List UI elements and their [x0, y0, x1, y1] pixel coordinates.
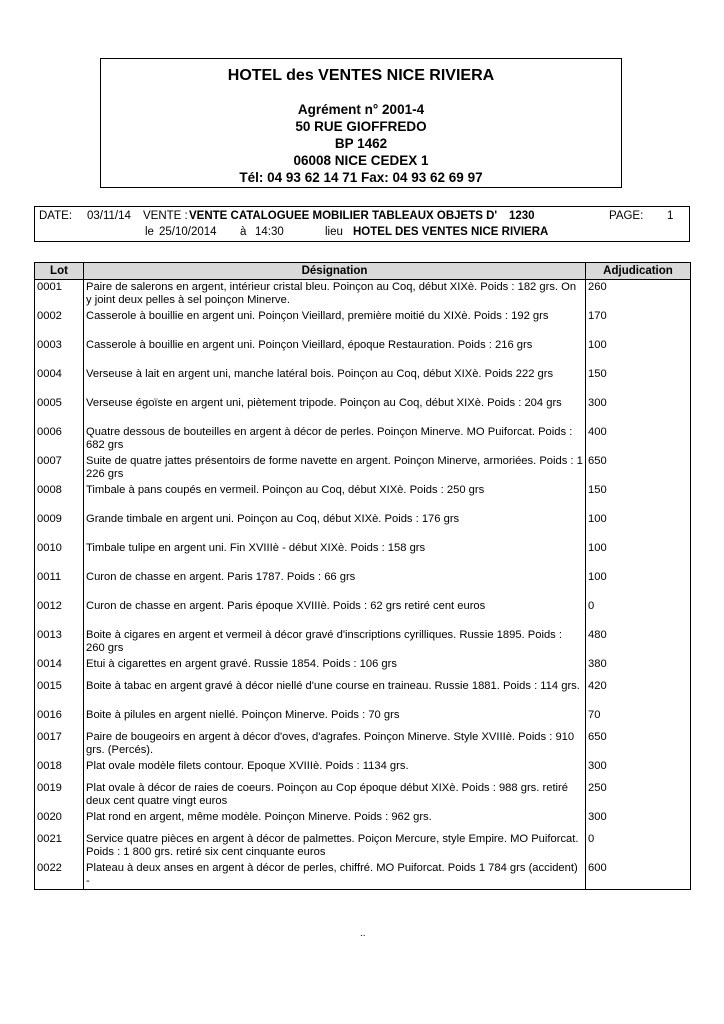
lot-adjudication-cell: 300: [586, 396, 691, 425]
lot-designation-cell: Paire de bougeoirs en argent à décor d'oves, d'agrafes. Poinçon Minerve. Style XVIIIè. Poids : 910 grs. (Percés).: [84, 730, 586, 759]
lot-lot-cell: 0016: [35, 708, 84, 730]
lots-header-row: [35, 263, 691, 280]
lot-lot-cell: 0020: [35, 810, 84, 832]
lot-lot-cell: 0011: [35, 570, 84, 599]
lot-lot-cell: 0006: [35, 425, 84, 454]
lot-adjudication-cell: 300: [586, 759, 691, 781]
lot-row: [35, 832, 691, 861]
lot-adjudication-cell: 480: [586, 628, 691, 657]
lot-designation-cell: Quatre dessous de bouteilles en argent à décor de perles. Poinçon Minerve. MO Puiforcat. Poids : 682 grs: [84, 425, 586, 454]
lot-designation-cell: Plat ovale à décor de raies de coeurs. Poinçon au Cop époque début XIXè. Poids : 988 grs. retiré deux cent quatre vingt euros: [84, 781, 586, 810]
po-box-line: BP 1462: [334, 136, 388, 151]
vente-title: VENTE CATALOGUEE MOBILIER TABLEAUX OBJETS D': [189, 210, 498, 222]
lot-adjudication-cell: 260: [586, 280, 691, 309]
lot-lot-cell: 0010: [35, 541, 84, 570]
sale-info: [34, 206, 690, 242]
lot-lot-cell: 0005: [35, 396, 84, 425]
lot-column-header: Lot: [35, 263, 84, 280]
lot-row: [35, 280, 691, 309]
lot-lot-cell: 0019: [35, 781, 84, 810]
lot-lot-cell: 0001: [35, 280, 84, 309]
lot-adjudication-cell: 100: [586, 338, 691, 367]
lot-row: [35, 309, 691, 338]
lot-lot-cell: 0012: [35, 599, 84, 628]
lot-row: [35, 810, 691, 832]
lot-row: [35, 512, 691, 541]
page-label: PAGE:: [609, 210, 644, 222]
lot-adjudication-cell: 100: [586, 512, 691, 541]
auction-house-name: HOTEL des VENTES NICE RIVIERA: [227, 67, 495, 84]
lot-adjudication-cell: 150: [586, 483, 691, 512]
lot-row: [35, 730, 691, 759]
lot-adjudication-cell: 420: [586, 679, 691, 708]
adjudication-column-header: Adjudication: [586, 263, 691, 280]
page-footer-mark: ..: [360, 928, 366, 939]
lot-designation-cell: Verseuse à lait en argent uni, manche latéral bois. Poinçon au Coq, début XIXè. Poids 222 grs: [84, 367, 586, 396]
lot-adjudication-cell: 600: [586, 861, 691, 890]
lot-designation-cell: Curon de chasse en argent. Paris époque XVIIIè. Poids : 62 grs retiré cent euros: [84, 599, 586, 628]
lot-lot-cell: 0004: [35, 367, 84, 396]
lots-table: [34, 262, 691, 890]
sale-code: 1230: [509, 210, 535, 222]
lot-lot-cell: 0009: [35, 512, 84, 541]
lot-designation-cell: Suite de quatre jattes présentoirs de forme navette en argent. Poinçon Minerve, armoriées. Poids : 1 226 grs: [84, 454, 586, 483]
lot-row: [35, 657, 691, 679]
lot-row: [35, 367, 691, 396]
lot-row: [35, 483, 691, 512]
lot-designation-cell: Boite à tabac en argent gravé à décor niellé d'une course en traineau. Russie 1881. Poids : 114 grs.: [84, 679, 586, 708]
sale-date: 25/10/2014: [159, 226, 217, 238]
sale-time: 14:30: [255, 226, 284, 238]
lot-designation-cell: Verseuse égoïste en argent uni, piètement tripode. Poinçon au Coq, début XIXè. Poids : 204 grs: [84, 396, 586, 425]
lot-designation-cell: Timbale tulipe en argent uni. Fin XVIIIè - début XIXè. Poids : 158 grs: [84, 541, 586, 570]
lot-row: [35, 338, 691, 367]
le-label: le: [145, 226, 154, 238]
auction-house-header: [100, 58, 622, 188]
lieu-value: HOTEL DES VENTES NICE RIVIERA: [353, 226, 549, 238]
lot-adjudication-cell: 400: [586, 425, 691, 454]
lot-lot-cell: 0008: [35, 483, 84, 512]
lot-row: [35, 781, 691, 810]
lot-designation-cell: Curon de chasse en argent. Paris 1787. Poids : 66 grs: [84, 570, 586, 599]
lot-designation-cell: Plat ovale modèle filets contour. Epoque XVIIIè. Poids : 1134 grs.: [84, 759, 586, 781]
lot-row: [35, 759, 691, 781]
contact-line: Tél: 04 93 62 14 71 Fax: 04 93 62 69 97: [239, 170, 483, 185]
lot-adjudication-cell: 70: [586, 708, 691, 730]
lot-adjudication-cell: 100: [586, 541, 691, 570]
lot-lot-cell: 0007: [35, 454, 84, 483]
lot-adjudication-cell: 650: [586, 730, 691, 759]
lot-lot-cell: 0014: [35, 657, 84, 679]
lot-row: [35, 541, 691, 570]
lot-designation-cell: Grande timbale en argent uni. Poinçon au Coq, début XIXè. Poids : 176 grs: [84, 512, 586, 541]
lot-adjudication-cell: 0: [586, 599, 691, 628]
lot-row: [35, 708, 691, 730]
page-number: 1: [667, 210, 674, 222]
lot-row: [35, 861, 691, 890]
lot-lot-cell: 0021: [35, 832, 84, 861]
lot-lot-cell: 0017: [35, 730, 84, 759]
lot-designation-cell: Plateau à deux anses en argent à décor de perles, chiffré. MO Puiforcat. Poids 1 784 grs (accident) -: [84, 861, 586, 890]
lot-row: [35, 396, 691, 425]
date-label: DATE:: [39, 210, 73, 222]
lot-row: [35, 454, 691, 483]
designation-column-header: Désignation: [84, 263, 586, 280]
lot-lot-cell: 0022: [35, 861, 84, 890]
lot-designation-cell: Paire de salerons en argent, intérieur cristal bleu. Poinçon au Coq, début XIXè. Poids : 182 grs. On y joint deux pelles à sel poinçon Minerve.: [84, 280, 586, 309]
lot-adjudication-cell: 170: [586, 309, 691, 338]
lot-lot-cell: 0015: [35, 679, 84, 708]
auction-house-address: [101, 101, 621, 186]
street-line: 50 RUE GIOFFREDO: [295, 119, 427, 134]
lot-adjudication-cell: 380: [586, 657, 691, 679]
lot-designation-cell: Boite à pilules en argent niellé. Poinçon Minerve. Poids : 70 grs: [84, 708, 586, 730]
lot-adjudication-cell: 100: [586, 570, 691, 599]
lot-designation-cell: Casserole à bouillie en argent uni. Poinçon Vieillard, première moitié du XIXè. Poids : 192 grs: [84, 309, 586, 338]
lot-designation-cell: Service quatre pièces en argent à décor de palmettes. Poiçon Mercure, style Empire. MO Puiforcat. Poids : 1 800 grs. retiré six cent cinquante euros: [84, 832, 586, 861]
lot-row: [35, 628, 691, 657]
lot-adjudication-cell: 300: [586, 810, 691, 832]
lot-adjudication-cell: 250: [586, 781, 691, 810]
city-line: 06008 NICE CEDEX 1: [293, 153, 429, 168]
lot-adjudication-cell: 650: [586, 454, 691, 483]
lot-designation-cell: Boite à cigares en argent et vermeil à décor gravé d'inscriptions cyrilliques. Russie 1895. Poids : 260 grs: [84, 628, 586, 657]
lot-row: [35, 679, 691, 708]
lot-designation-cell: Plat rond en argent, même modèle. Poinçon Minerve. Poids : 962 grs.: [84, 810, 586, 832]
vente-label: VENTE :: [143, 210, 188, 222]
lot-row: [35, 570, 691, 599]
lot-row: [35, 425, 691, 454]
lot-designation-cell: Timbale à pans coupés en vermeil. Poinçon au Coq, début XIXè. Poids : 250 grs: [84, 483, 586, 512]
lot-row: [35, 599, 691, 628]
lot-designation-cell: Etui à cigarettes en argent gravé. Russie 1854. Poids : 106 grs: [84, 657, 586, 679]
lot-lot-cell: 0013: [35, 628, 84, 657]
lot-lot-cell: 0003: [35, 338, 84, 367]
lot-adjudication-cell: 0: [586, 832, 691, 861]
agrement-line: Agrément n° 2001-4: [297, 102, 425, 117]
date-value: 03/11/14: [87, 210, 131, 222]
lieu-label: lieu: [325, 226, 343, 238]
lot-designation-cell: Casserole à bouillie en argent uni. Poinçon Vieillard, époque Restauration. Poids : 216 grs: [84, 338, 586, 367]
lot-lot-cell: 0002: [35, 309, 84, 338]
lot-adjudication-cell: 150: [586, 367, 691, 396]
a-label: à: [240, 226, 247, 238]
lot-lot-cell: 0018: [35, 759, 84, 781]
